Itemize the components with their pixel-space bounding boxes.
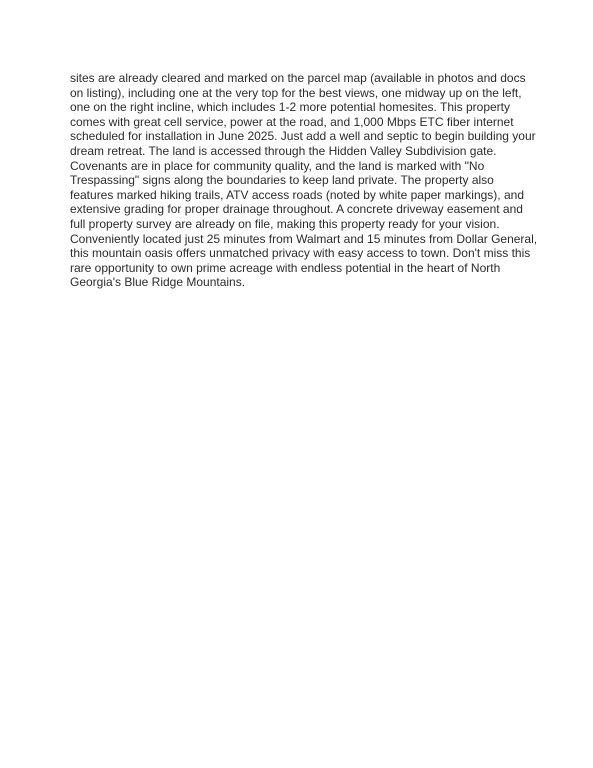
text-line: Conveniently located just 25 minutes from Walmart and 15 minutes from Dollar General,	[70, 231, 538, 246]
text-line: rare opportunity to own prime acreage with endless potential in the heart of North	[70, 260, 501, 275]
text-line: extensive grading for proper drainage throughout. A concrete driveway easement and	[70, 202, 523, 217]
text-line: one on the right incline, which includes 1-2 more potential homesites. This property	[70, 100, 511, 115]
text-line: dream retreat. The land is accessed through the Hidden Valley Subdivision gate.	[70, 143, 497, 158]
text-line: this mountain oasis offers unmatched privacy with easy access to town. Don't miss this	[70, 246, 531, 261]
text-line: scheduled for installation in June 2025. Just add a well and septic to begin building your	[70, 129, 536, 144]
text-line: full property survey are already on file, making this property ready for your vision.	[70, 216, 500, 231]
text-line: features marked hiking trails, ATV access roads (noted by white paper markings), and	[70, 187, 524, 202]
text-line: Trespassing" signs along the boundaries to keep land private. The property also	[70, 173, 494, 188]
text-line: Georgia's Blue Ridge Mountains.	[70, 275, 246, 290]
text-line: sites are already cleared and marked on the parcel map (available in photos and docs	[70, 71, 526, 85]
text-line: Covenants are in place for community quality, and the land is marked with "No	[70, 158, 485, 173]
text-line: on listing), including one at the very top for the best views, one midway up on the left,	[70, 85, 522, 100]
body-paragraph	[70, 71, 540, 290]
text-line: comes with great cell service, power at the road, and 1,000 Mbps ETC fiber internet	[70, 114, 514, 129]
